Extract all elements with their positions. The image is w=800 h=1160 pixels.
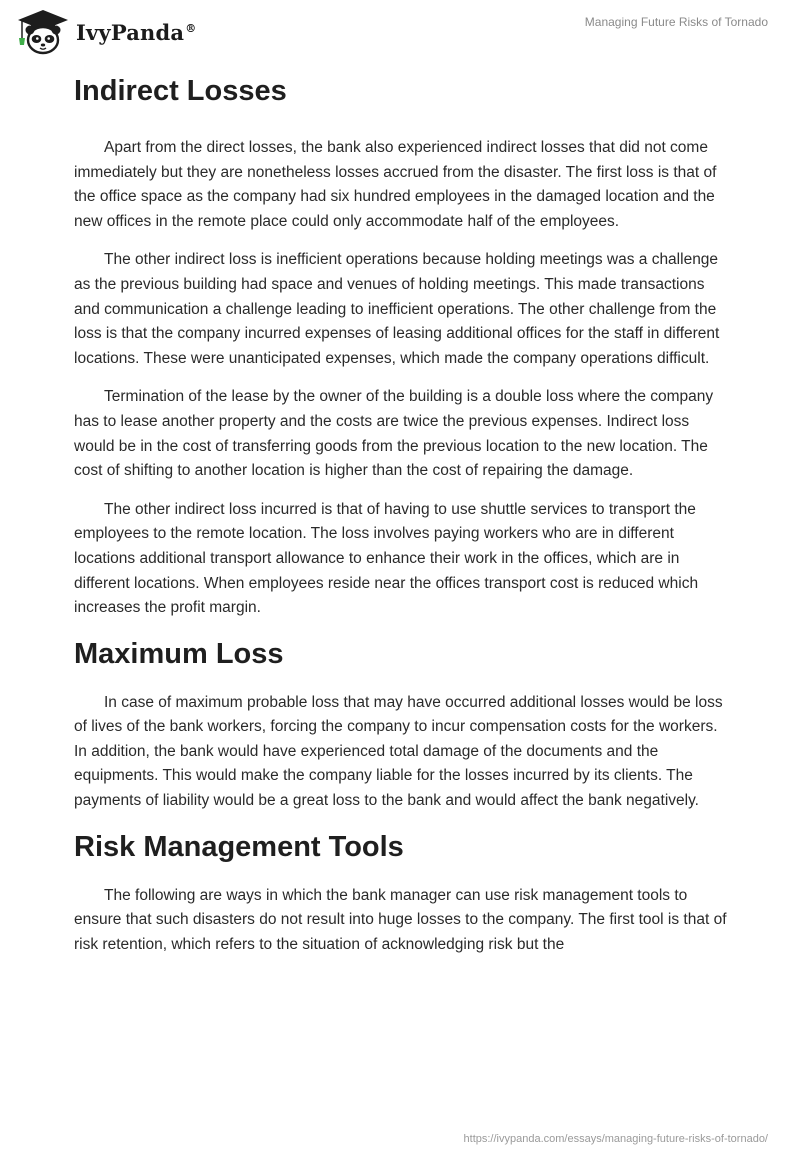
essay-content [74, 70, 730, 957]
brand-logo[interactable] [14, 8, 196, 56]
section-heading-indirect-losses: Indirect Losses [74, 75, 287, 107]
paragraph: Termination of the lease by the owner of the building is a double loss where the company has to lease another property and the costs are twice the previous expenses. Indirect loss would be in the cost of transferring goods from the previous location to the new location. The cost of shifting to another location is higher than the cost of repairing the damage. [74, 388, 714, 480]
document-title: Managing Future Risks of Tornado [584, 15, 768, 29]
paragraph: Apart from the direct losses, the bank also experienced indirect losses that did not come immediately but they are nonetheless losses accrued from the disaster. The first loss is that of the office space as the company had six hundred employees in the damaged location and the new offices in the remote place could only accommodate half of the employees. [74, 139, 717, 230]
section-heading-risk-management-tools: Risk Management Tools [74, 830, 404, 863]
page-header [0, 0, 800, 60]
paragraph: In case of maximum probable loss that may have occurred additional losses would be loss of lives of the bank workers, forcing the company to incur compensation costs for the workers. In addition, the bank would have experienced total damage of the documents and the equipments. This would make the company liable for the losses incurred by its clients. The payments of liability would be a great loss to the bank and would affect the bank negatively. [74, 693, 723, 810]
paragraph: The other indirect loss incurred is that of having to use shuttle services to transport the employees to the remote location. The loss involves paying workers who are in different locations additional transport allowance to enhance their work in the offices, which are in different locations. When employees reside near the offices transport cost is reduced which increases the profit margin. [74, 500, 699, 617]
paragraph: The following are ways in which the bank manager can use risk management tools to ensure that such disasters do not result into huge losses to the company. The first tool is that of risk retention, which refers to the situation of acknowledging risk but the [74, 886, 727, 953]
registered-mark: ® [185, 21, 197, 35]
brand-name: IvyPanda® [76, 19, 197, 45]
panda-logo-icon [14, 8, 72, 56]
source-url[interactable]: https://ivypanda.com/essays/managing-future-risks-of-tornado/ [463, 1133, 768, 1145]
paragraph: The other indirect loss is inefficient operations because holding meetings was a challenge as the previous building had space and venues of holding meetings. This made transactions and communication a challenge leading to inefficient operations. The other challenge from the loss is that the company incurred expenses of leasing additional offices for the staff in different locations. These were unanticipated expenses, which made the company operations difficult. [74, 251, 720, 367]
section-heading-maximum-loss: Maximum Loss [74, 637, 284, 670]
